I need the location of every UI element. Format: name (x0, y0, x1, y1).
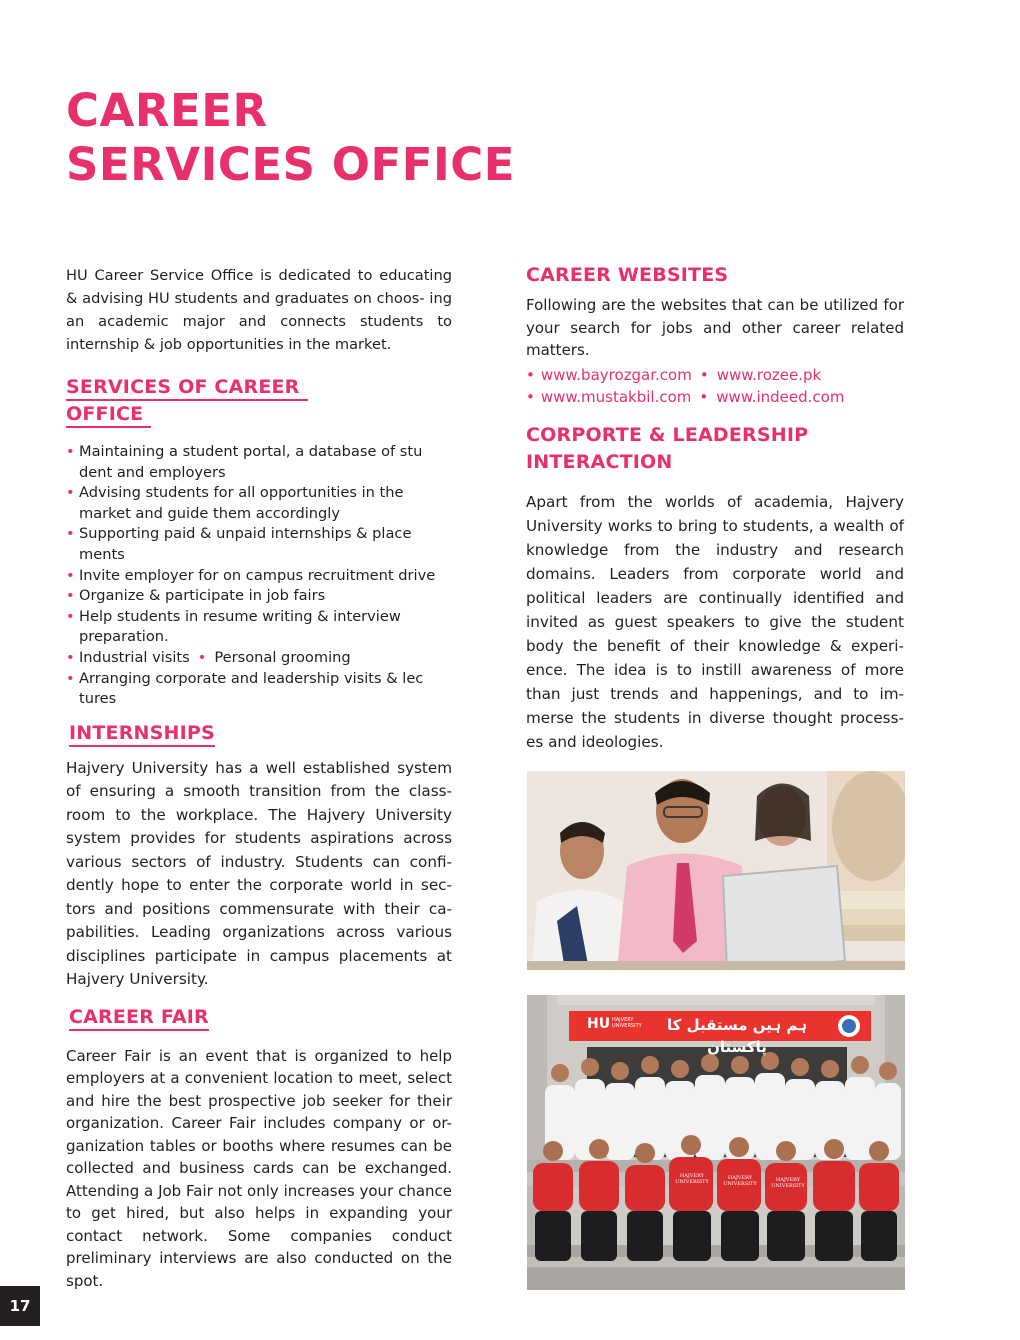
shirt-print: HAJVERY UNIVERSITY (723, 1175, 757, 1187)
list-item: • Invite employer for on campus recruitment drive (66, 566, 452, 587)
career-websites-intro: Following are the websites that can be utilized for your search for jobs and other career related matters. (526, 296, 904, 359)
website-links-row (526, 386, 904, 408)
bullet-separator: • (197, 648, 207, 666)
banner-logo: HU (587, 1016, 611, 1032)
photo-laptop-meeting (527, 771, 905, 970)
left-column (66, 264, 452, 1292)
bullet: • (526, 365, 535, 384)
career-fair-paragraph: Career Fair is an event that is organized to help employers at a convenient location to meet, select and hire the best prospective job seeker for their organization. Career Fair includes company or or- ganization tables or booths where resumes can be collected and business cards can be exchanged. Attending a Job Fair not only increases your chance to get hired, but also helps in expanding your contact network. Some companies conduct preliminary interviews are also conducted on the spot. (66, 1046, 452, 1290)
banner-urdu-text: ہم ہیں مستقبل کا پاکستان (667, 1016, 807, 1056)
intro-paragraph: HU Career Service Office is dedicated to educating & advising HU students and graduates on choos- ing an academic major and connects students to internship & job opportunities in the market. (66, 267, 452, 353)
list-item (66, 648, 452, 669)
corporate-heading (526, 422, 904, 476)
website-link[interactable]: www.mustakbil.com (540, 387, 692, 406)
corporate-heading-line2: INTERACTION (526, 450, 673, 473)
career-fair-heading (69, 1004, 452, 1031)
services-heading-line2: OFFICE (66, 402, 151, 428)
banner-logo-subtitle (612, 1017, 642, 1029)
bullet: • (526, 387, 535, 406)
shirt-print: HAJVERY UNIVERSITY (771, 1177, 805, 1189)
website-links-row (526, 364, 904, 386)
services-list (66, 442, 452, 710)
website-links (526, 364, 904, 408)
list-item: • Supporting paid & unpaid internships & place ments (66, 524, 452, 565)
list-item-text: Industrial visits (79, 648, 190, 666)
photo-laptop-meeting-illustration (527, 771, 905, 970)
list-item: • Organize & participate in job fairs (66, 586, 452, 607)
website-link[interactable]: www.bayrozgar.com (540, 365, 692, 384)
list-item: • Help students in resume writing & interview preparation. (66, 607, 452, 648)
internships-heading (69, 720, 452, 747)
website-link[interactable]: www.rozee.pk (716, 365, 822, 384)
career-websites-heading: CAREER WEBSITES (526, 264, 729, 286)
banner-logo-subtitle-line1: HAJVERY (612, 1017, 634, 1023)
services-heading (66, 374, 452, 428)
banner-logo-subtitle-line2: UNIVERSITY (612, 1023, 642, 1029)
shirt-print: HAJVERY UNIVERSITY (675, 1173, 709, 1185)
page-title-line1: CAREER (66, 84, 268, 137)
internships-heading-text: INTERNSHIPS (69, 721, 215, 747)
bullet-separator: • (699, 387, 709, 406)
corporate-heading-line1: CORPORTE & LEADERSHIP (526, 423, 809, 446)
services-heading-line1: SERVICES OF CAREER (66, 375, 308, 401)
list-item-text: Personal grooming (214, 648, 351, 666)
list-item: • Arranging corporate and leadership visits & lec tures (66, 669, 452, 710)
career-fair-heading-text: CAREER FAIR (69, 1005, 209, 1031)
website-link[interactable]: www.indeed.com (716, 387, 845, 406)
right-column (526, 262, 904, 754)
page-number: 17 (0, 1286, 40, 1326)
list-item: • Advising students for all opportunities in the market and guide them accordingly (66, 483, 452, 524)
page-title (66, 84, 515, 192)
photo-student-group (527, 995, 905, 1290)
bullet-separator: • (699, 365, 709, 384)
corporate-paragraph: Apart from the worlds of academia, Hajvery University works to bring to students, a wealth of knowledge from the industry and research domains. Leaders from corporate world and political leaders are continually identified and invited as guest speakers to give the student body the benefit of their knowledge & experi- ence. The idea is to instill awareness of more than just trends and happenings, and to im- merse the students in diverse thought process- es and ideologies. (526, 492, 904, 751)
list-item: • Maintaining a student portal, a database of stu dent and employers (66, 442, 452, 483)
page-title-line2: SERVICES OFFICE (66, 138, 515, 191)
internships-paragraph: Hajvery University has a well established system of ensuring a smooth transition from the class- room to the workplace. The Hajvery University system provides for students aspirations across various sectors of industry. Students can confi- dently hope to enter the corporate world in sec- tors and positions commensurate with their ca- pabilities. Leading organizations across various disciplines participate in campus placements at Hajvery University. (66, 758, 452, 989)
